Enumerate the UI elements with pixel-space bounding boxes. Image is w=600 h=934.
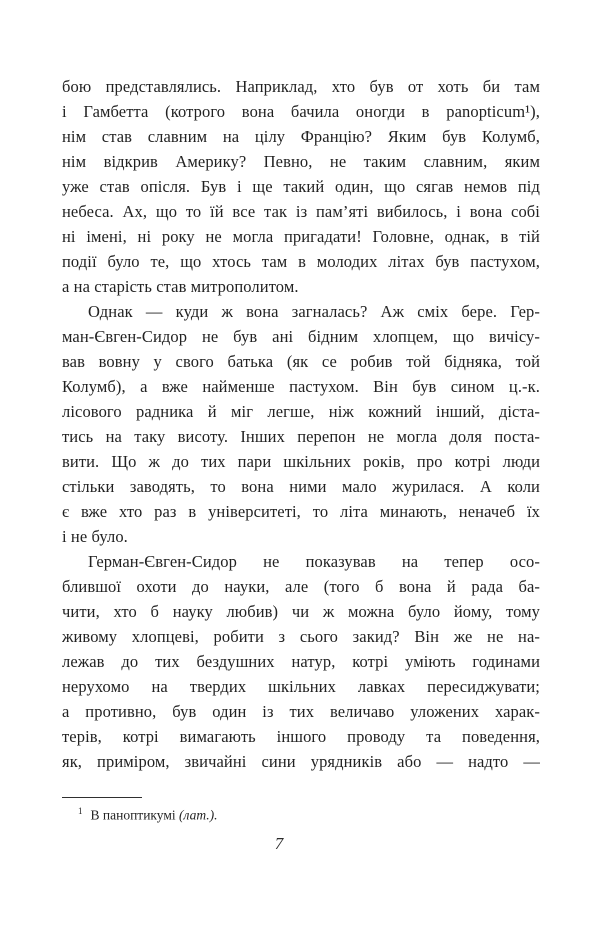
footnote-language-note: (лат.). — [179, 807, 218, 823]
text-line: є вже хто раз в університеті, то літа минають, неначеб їх — [62, 502, 540, 521]
text-line: ні імені, ні року не могла пригадати! Головне, однак, в тій — [62, 227, 540, 246]
text-line: нерухомо на твердих шкільних лавках пересиджувати; — [62, 677, 540, 696]
paragraph — [62, 74, 540, 299]
text-line: лісового радника й міг легше, ніж кожний інший, діста- — [62, 402, 540, 421]
text-line: Колумб), а вже найменше пастухом. Він був сином ц.-к. — [62, 377, 540, 396]
page-number: 7 — [274, 834, 284, 853]
text-line: як, приміром, звичайні сини урядників або — надто — — [62, 752, 540, 771]
text-line: живому хлопцеві, робити з сього закид? Він же не на- — [62, 627, 540, 646]
text-line: лежав до тих бездушних натур, котрі уміють годинами — [62, 652, 540, 671]
text-line: а противно, був один із тих величаво уложених харак- — [62, 702, 540, 721]
text-line: вав вовну у свого батька (як се робив той бідняка, той — [62, 352, 540, 371]
text-line: тись на таку висоту. Інших перепон не могла доля поста- — [62, 427, 540, 446]
footnote-body: В паноптикумі — [90, 807, 176, 823]
text-line: а на старість став митрополитом. — [62, 277, 299, 296]
text-line: Герман-Євген-Сидор не показував на тепер осо- — [88, 552, 540, 571]
footnote-text — [62, 802, 540, 825]
text-line: Однак — куди ж вона загналась? Аж сміх бере. Гер- — [88, 302, 540, 321]
paragraph — [62, 299, 540, 549]
text-line: блившої охоти до науки, але (того б вона й рада ба- — [62, 577, 540, 596]
text-line: події було те, що хтось там в молодих літах був пастухом, — [62, 252, 540, 271]
text-line: і не було. — [62, 527, 128, 546]
text-line: нім став славним на цілу Францію? Яким був Колумб, — [62, 127, 540, 146]
text-line: уже став опісля. Був і ще такий один, що сягав немов під — [62, 177, 540, 196]
text-line: бою представлялись. Наприклад, хто був от хоть би там — [62, 77, 540, 96]
text-line: ман-Євген-Сидор не був ані бідним хлопцем, що вичісу- — [62, 327, 540, 346]
footnote-marker: 1 — [78, 806, 83, 816]
text-line: нім відкрив Америку? Певно, не таким славним, яким — [62, 152, 540, 171]
text-line: і Гамбетта (котрого вона бачила оногди в panopticum¹), — [62, 102, 540, 121]
footnote — [62, 797, 540, 825]
text-line: вити. Що ж до тих пари шкільних років, про котрі люди — [62, 452, 540, 471]
text-line: терів, котрі вимагають іншого проводу та поведення, — [62, 727, 540, 746]
footnote-divider — [62, 797, 142, 798]
text-line: стільки заводять, то вона ними мало журилася. А коли — [62, 477, 540, 496]
page-text — [62, 74, 540, 774]
text-line: небеса. Ах, що то їй все так із пам’яті вибилось, і вона собі — [62, 202, 540, 221]
paragraph — [62, 549, 540, 774]
text-line: чити, хто б науку любив) чи ж можна було йому, тому — [62, 602, 540, 621]
